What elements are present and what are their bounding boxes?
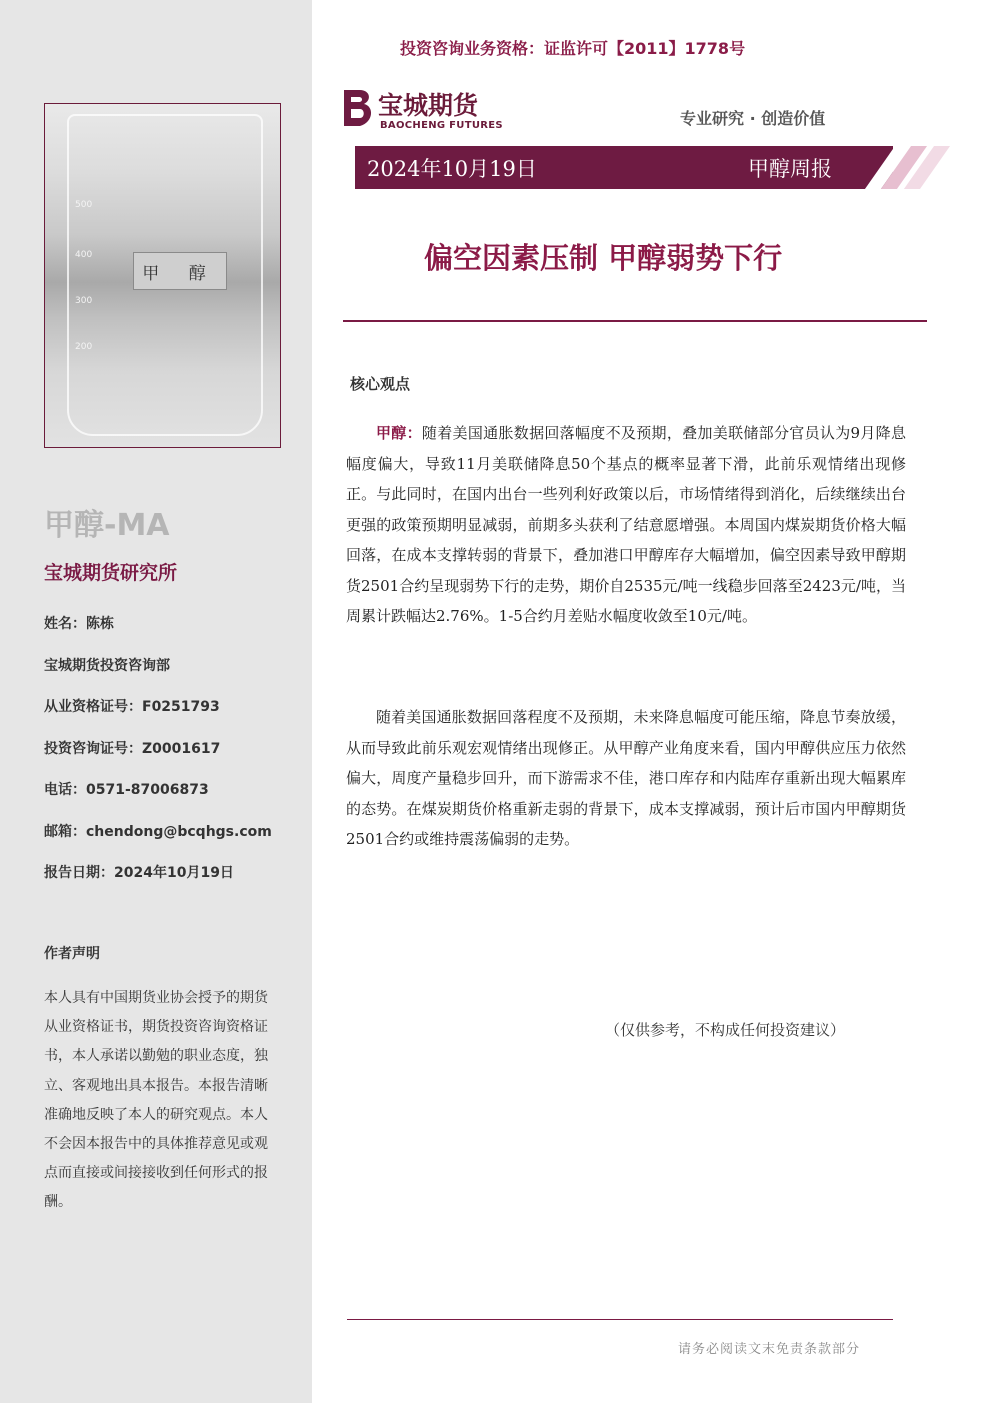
paragraph-1-text: 随着美国通胀数据回落幅度不及预期，叠加美联储部分官员认为9月降息幅度偏大，导致11月美联储降息50个基点的概率显著下滑，此前乐观情绪出现修正。与此同时，在国内出台一些列利好政策以后，市场情绪得到消化，后续继续出台更强的政策预期明显减弱，前期多头获利了结意愿增强。本周国内煤炭期货价格大幅回落，在成本支撑转弱的背景下，叠加港口甲醇库存大幅增加，偏空因素导致甲醇期货2501合约呈现弱势下行的走势，期价自2535元/吨一线稳步回落至2423元/吨，当周累计跌幅达2.76%。1-5合约月差贴水幅度收敛至10元/吨。 [346,424,906,625]
beaker-label: 甲 醇 [133,252,227,290]
sidebar [0,0,312,1403]
volume-mark: 500 [75,200,93,210]
disclaimer: （仅供参考，不构成任何投资建议） [605,1021,846,1039]
volume-mark: 300 [75,296,93,306]
email: 邮箱：chendong@bcqhgs.com [44,824,272,840]
qualification-line: 投资咨询业务资格：证监许可【2011】1778号 [400,39,746,58]
company-logo [340,86,520,136]
section-title: 核心观点 [350,375,411,393]
paragraph-2: 随着美国通胀数据回落程度不及预期，未来降息幅度可能压缩，降息节奏放缓，从而导致此前乐观宏观情绪出现修正。从甲醇产业角度来看，国内甲醇供应压力依然偏大，周度产量稳步回升，而下游需求不佳，港口库存和内陆库存重新出现大幅累库的态势。在煤炭期货价格重新走弱的背景下，成本支撑减弱，预计后市国内甲醇期货2501合约或维持震荡偏弱的走势。 [346,708,906,848]
report-date: 报告日期：2024年10月19日 [44,865,234,881]
commodity-title: 甲醇-MA [44,508,170,543]
logo-english: BAOCHENG FUTURES [380,120,503,131]
slogan: 专业研究 · 创造价值 [680,109,826,128]
phone: 电话：0571-87006873 [44,782,209,798]
methanol-beaker-photo [44,103,281,448]
declaration-title: 作者声明 [44,946,100,962]
practice-license: 从业资格证号：F0251793 [44,699,220,715]
report-type: 甲醇周报 [748,157,832,181]
consulting-license: 投资咨询证号：Z0001617 [44,741,221,757]
logo-chinese: 宝城期货 [378,91,479,120]
declaration-body: 本人具有中国期货业协会授予的期货从业资格证书，期货投资咨询资格证书，本人承诺以勤勉的职业态度，独立、客观地出具本报告。本报告清晰准确地反映了本人的研究观点。本人不会因本报告中的具体推荐意见或观点而直接或间接接收到任何形式的报酬。 [44,990,268,1211]
analyst-name: 姓名：陈栋 [44,616,114,632]
department: 宝城期货投资咨询部 [44,658,170,674]
footer-divider [347,1319,893,1320]
research-institute: 宝城期货研究所 [44,562,178,584]
footer-note: 请务必阅读文末免责条款部分 [678,1342,861,1357]
volume-mark: 400 [75,250,93,260]
paragraph-lead: 甲醇： [376,424,422,442]
volume-mark: 200 [75,342,93,352]
divider [343,320,927,322]
logo-mark-icon [340,86,376,132]
report-headline: 偏空因素压制 甲醇弱势下行 [424,241,783,275]
banner-date: 2024年10月19日 [367,157,537,181]
paragraph-1 [346,418,906,632]
